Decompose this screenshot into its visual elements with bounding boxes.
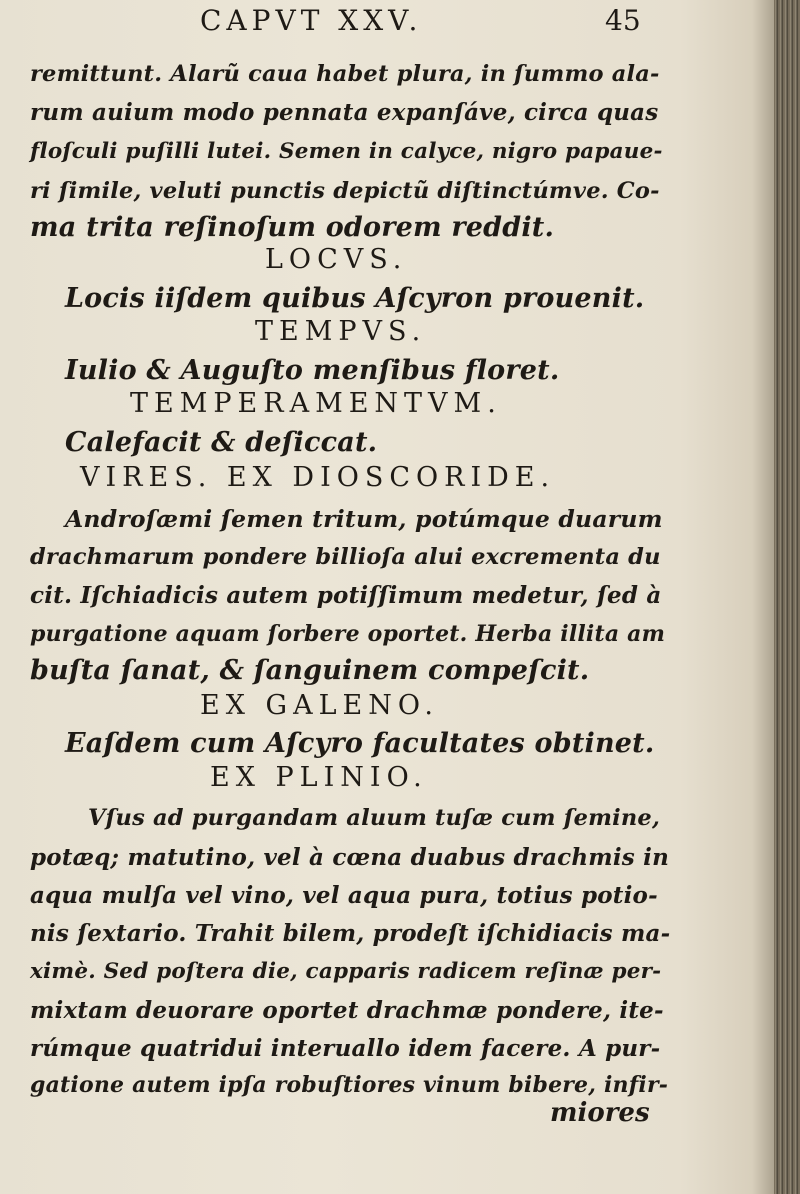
book-fore-edge bbox=[774, 0, 800, 1194]
text-line: nis ſextario. Trahit bilem, prodeſt iſchidiacis ma- bbox=[30, 920, 671, 947]
catchword: miores bbox=[550, 1098, 650, 1128]
text-line: Calefacit & deſiccat. bbox=[65, 427, 378, 458]
section-heading-temperamentum: TEMPERAMENTVM. bbox=[130, 388, 502, 419]
text-line: Iulio & Auguſto menſibus floret. bbox=[65, 355, 560, 386]
text-line: purgatione aquam ſorbere oportet. Herba illita am bbox=[30, 621, 666, 647]
section-heading-dioscorides: VIRES. EX DIOSCORIDE. bbox=[80, 462, 556, 493]
section-heading-pliny: EX PLINIO. bbox=[210, 762, 428, 793]
text-line: buſta ſanat, & ſanguinem compeſcit. bbox=[30, 655, 590, 686]
text-line: mixtam deuorare oportet drachmæ pondere, ite- bbox=[30, 997, 664, 1024]
text-line: Androſæmi ſemen tritum, potúmque duarum bbox=[65, 505, 663, 533]
chapter-header: CAPVT XXV. bbox=[200, 4, 423, 37]
text-line: potæq; matutino, vel à cœna duabus drachmis in bbox=[30, 844, 669, 871]
page-number: 45 bbox=[605, 4, 641, 37]
text-line: aqua mulſa vel vino, vel aqua pura, totius potio- bbox=[30, 882, 658, 909]
text-line: Vſus ad purgandam aluum tuſæ cum ſemine, bbox=[88, 805, 660, 831]
text-line: ximè. Sed poſtera die, capparis radicem reſinæ per- bbox=[30, 959, 662, 984]
text-line: gatione autem ipſa robuſtiores vinum bibere, infir- bbox=[30, 1072, 669, 1098]
text-line: floſculi puſilli lutei. Semen in calyce, nigro papaue- bbox=[30, 139, 663, 164]
text-block bbox=[30, 0, 670, 1194]
text-line: remittunt. Alarũ caua habet plura, in ſummo ala- bbox=[30, 61, 660, 87]
text-line: cit. Iſchiadicis autem potiſſimum medetur, ſed à bbox=[30, 582, 662, 609]
text-line: Locis iiſdem quibus Aſcyron prouenit. bbox=[65, 283, 645, 314]
text-line: rúmque quatridui interuallo idem facere. A pur- bbox=[30, 1035, 661, 1062]
section-heading-galen: EX GALENO. bbox=[200, 690, 439, 721]
text-line: rum auium modo pennata expanſáve, circa quas bbox=[30, 99, 659, 126]
text-line: ma trita reſinoſum odorem reddit. bbox=[30, 212, 555, 243]
section-heading-locus: LOCVS. bbox=[265, 244, 408, 275]
text-line: Eaſdem cum Aſcyro facultates obtinet. bbox=[65, 728, 655, 759]
text-line: drachmarum pondere billioſa alui excrementa du bbox=[30, 544, 661, 570]
section-heading-tempus: TEMPVS. bbox=[255, 316, 427, 347]
text-line: ri ſimile, veluti punctis depictũ diſtinctúmve. Co- bbox=[30, 178, 660, 204]
